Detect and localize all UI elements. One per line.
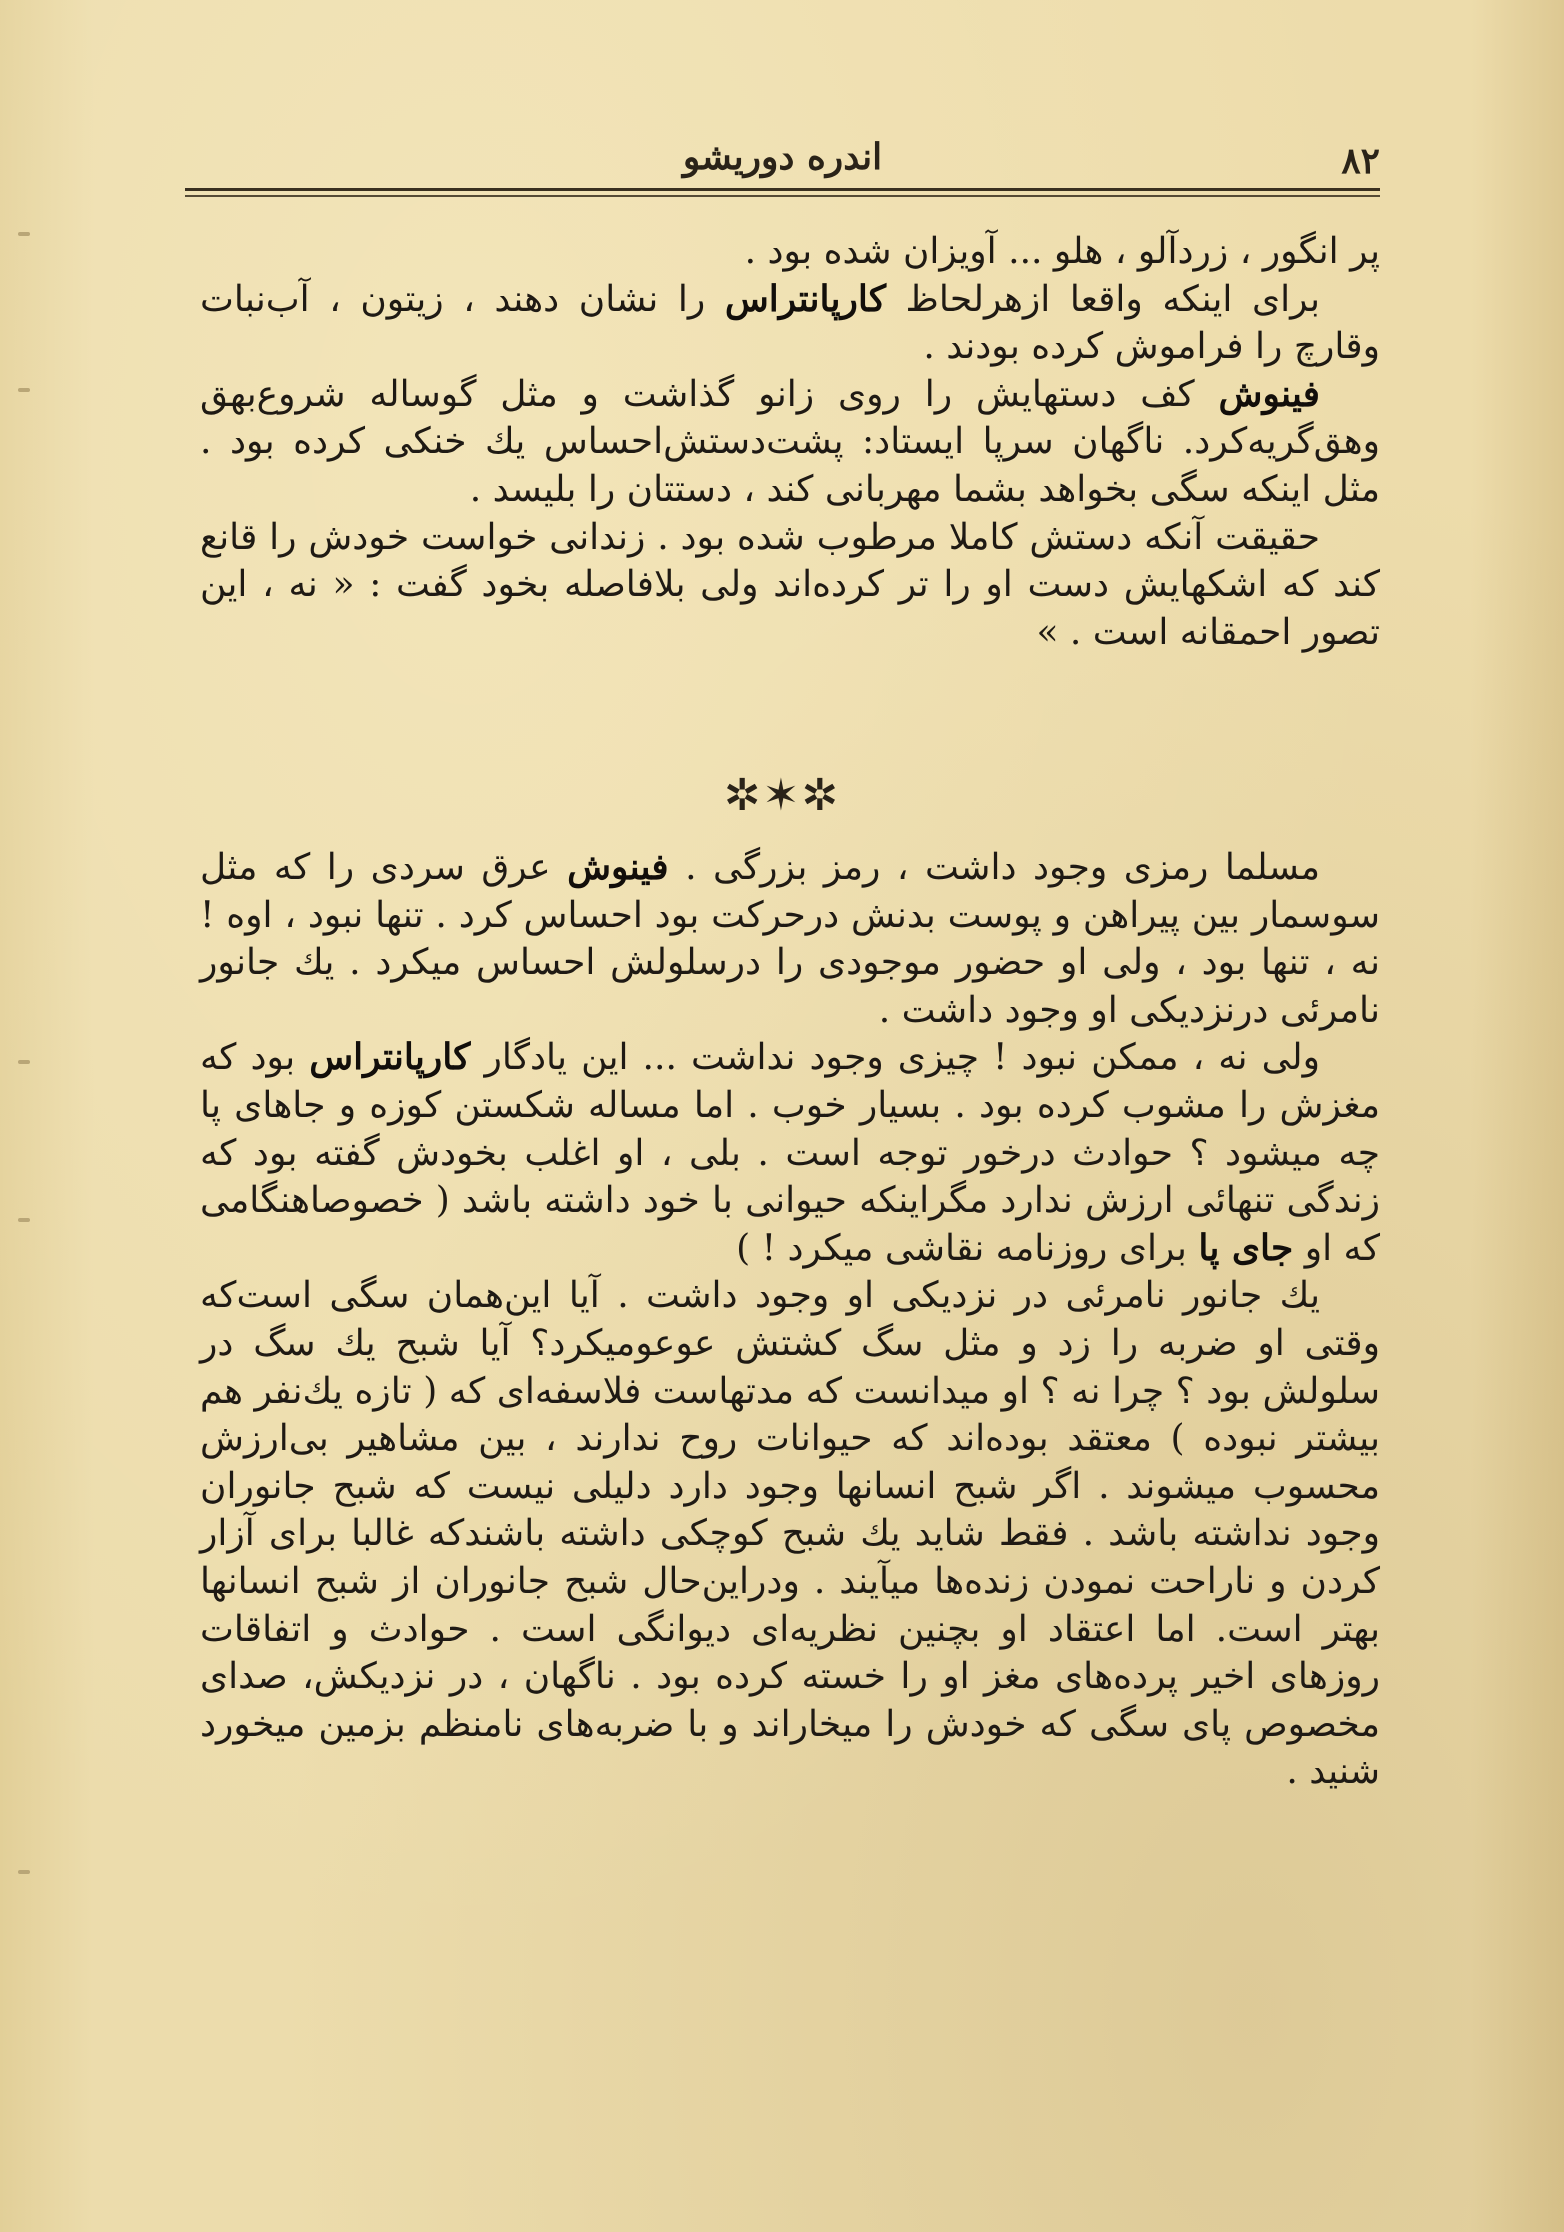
page-number: ۸۲ <box>1341 140 1380 182</box>
page-header <box>185 130 1380 190</box>
bold-name: کارپانتراس <box>724 277 886 320</box>
bold-name: فینوش <box>1218 372 1320 415</box>
text-run: حقیقت آنکه دستش کاملا مرطوب شده بود . زندانی خواست خودش را قانع کند که اشکهایش دست او را تر کرده‌اند ولی بلافاصله بخود گفت : « نه ، این تصور احمقانه است . » <box>200 516 1380 653</box>
paragraph <box>200 276 1380 371</box>
text-run: مسلما رمزی وجود داشت ، رمز بزرگی . <box>668 847 1320 888</box>
paragraph <box>200 844 1380 1034</box>
running-title: اندره دوریشو <box>682 136 883 178</box>
section-ornament: ✲✶✲ <box>723 770 841 821</box>
bold-name: کارپانتراس <box>309 1036 471 1079</box>
text-run: یك جانور نامرئی در نزدیکی او وجود داشت . آیا این‌همان سگی است‌که وقتی او ضربه را زد و مثل سگ کشتش عوعومیکرد؟ آیا شبح یك سگ در سلولش بود ؟ چرا نه ؟ او میدانست که مدتهاست فلاسفه‌ای که ( تازه یك‌نفر هم بیشتر نبوده ) معتقد بوده‌اند که حیوانات روح ندارند ، بین مشاهیر بی‌ارزش محسوب میشوند . اگر شبح انسانها وجود دارد دلیلی نیست که شبح جانوران وجود نداشته باشد . فقط شاید یك شبح کوچکی داشته باشندکه غالبا برای آزار کردن و ناراحت نمودن زنده‌ها میآیند . ودراین‌حال شبح جانوران از شبح انسانها بهتر است. اما اعتقاد او بچنین نظریه‌ای دیوانگی است . حوادث و اتفاقات روزهای اخیر پرده‌های مغز او را خسته کرده بود . ناگهان ، در نزدیکش، صدای مخصوص پای سگی که خودش را میخاراند و با ضربه‌های نامنظم بزمین میخورد شنید . <box>200 1275 1380 1793</box>
text-run: عرق سردی را که مثل سوسمار بین پیراهن و پوست بدنش درحرکت بود احساس کرد . تنها نبود ، اوه ! نه ، تنها بود ، ولی او حضور موجودی را درسلولش احساس میکرد . یك جانور نامرئی درنزدیکی او وجود داشت . <box>200 847 1380 1031</box>
paragraph <box>200 1034 1380 1272</box>
bold-name: جای پا <box>1198 1226 1294 1269</box>
text-run: ولی نه ، ممکن نبود ! چیزی وجود نداشت ... این یادگار <box>470 1037 1320 1079</box>
text-run: برای اینکه واقعا ازهرلحاظ <box>886 278 1321 320</box>
header-rule-secondary <box>185 195 1380 197</box>
text-block-upper <box>200 228 1380 656</box>
text-run: کف دستهایش را روی زانو گذاشت و مثل گوساله شروع‌بهق وهق‌گریه‌کرد. ناگهان سرپا ایستاد: پشت‌دستش‌احساس یك خنکی کرده بود . مثل اینکه سگی بخواهد بشما مهربانی کند ، دستتان را بلیسد . <box>200 373 1380 510</box>
binding-marks <box>18 0 38 2232</box>
paragraph <box>200 1272 1380 1796</box>
text-block-lower <box>200 844 1380 1796</box>
paragraph <box>200 371 1380 514</box>
text-run: برای روزنامه نقاشی میکرد ! ) <box>736 1227 1199 1269</box>
header-rule <box>185 188 1380 191</box>
paragraph <box>200 228 1380 276</box>
paragraph <box>200 514 1380 657</box>
text-run: بود که مغزش را مشوب کرده بود . بسیار خوب . اما مساله شکستن کوزه و جاهای پا چه میشود ؟ حوادث درخور توجه است . بلی ، او اغلب بخودش گفته بود که زندگی تنهائی ارزش ندارد مگراینکه حیوانی با خود داشته باشد ( خصوصاهنگامی که او <box>200 1037 1380 1269</box>
bold-name: فینوش <box>567 846 669 888</box>
text-run: را نشان دهند ، زیتون ، آب‌نبات وقارچ را فراموش کرده بودند . <box>200 278 1380 368</box>
text-run: پر انگور ، زردآلو ، هلو ... آویزان شده بود . <box>744 231 1380 272</box>
